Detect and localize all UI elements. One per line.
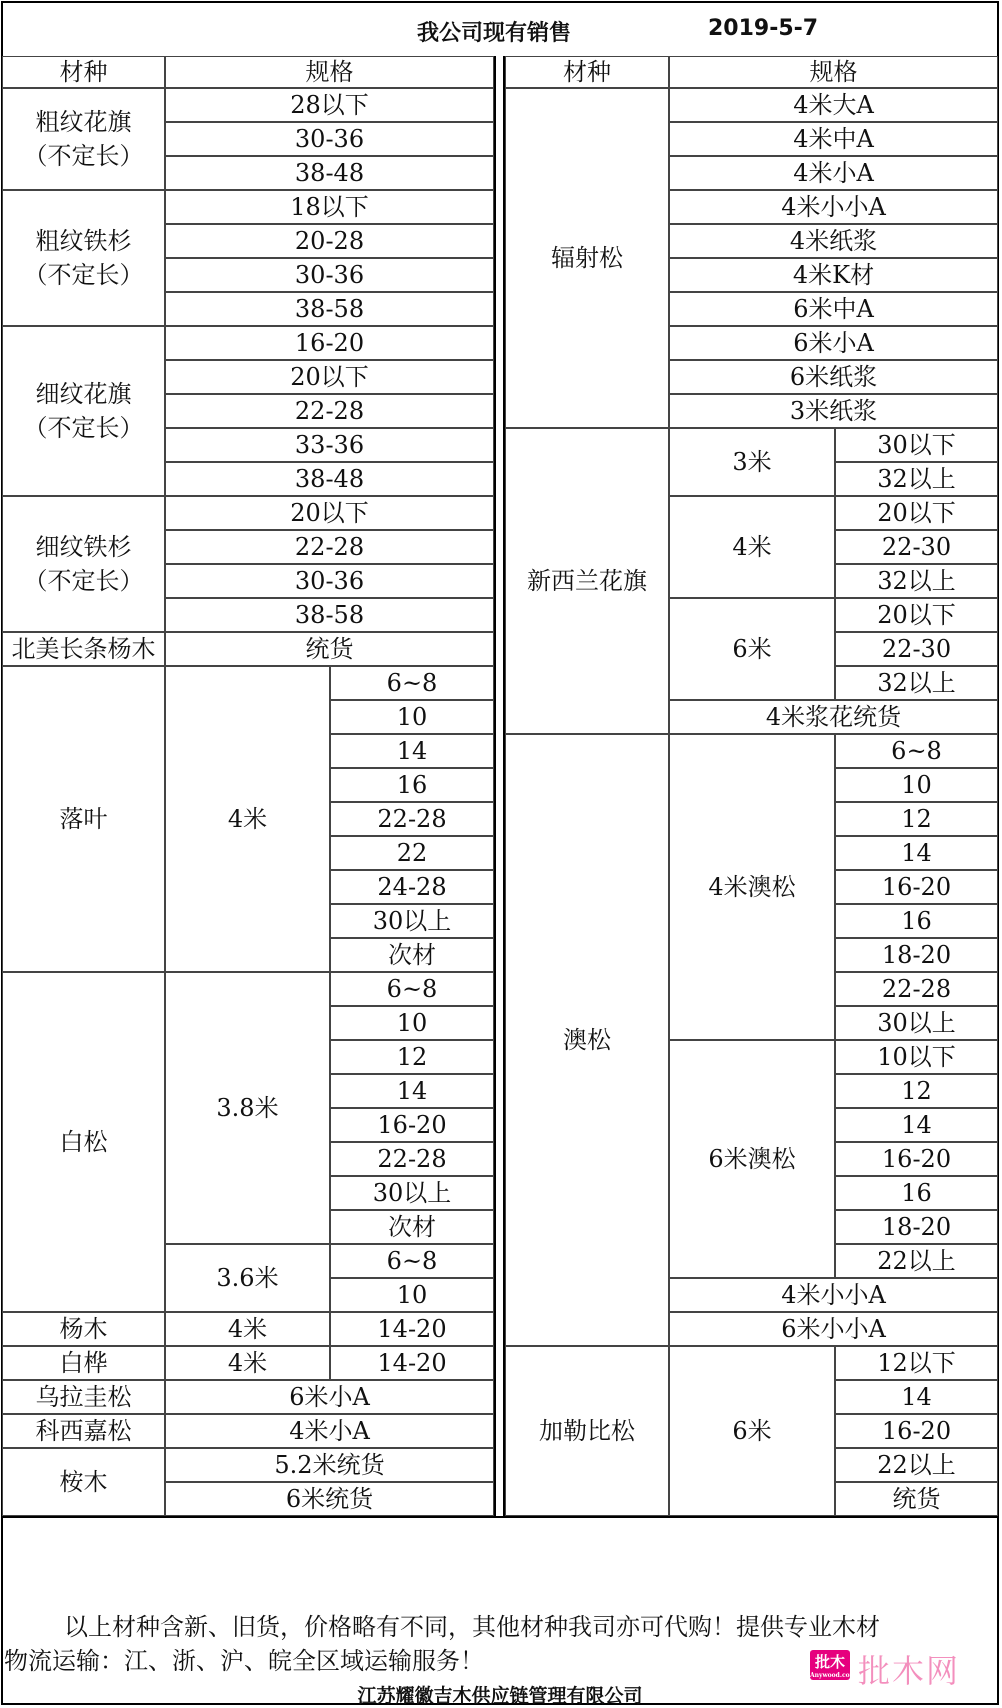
length-cell: 3.8米	[165, 972, 330, 1244]
spec-cell: 统货	[835, 1482, 998, 1516]
species-cell: 细纹花旗 （不定长）	[2, 326, 165, 496]
length-cell: 3米	[669, 428, 835, 496]
header-spec-left: 规格	[165, 56, 494, 88]
spec-cell: 3米纸浆	[669, 394, 998, 428]
species-cell: 澳松	[505, 734, 669, 1346]
spec-cell: 18-20	[835, 1210, 998, 1244]
spec-cell: 16-20	[835, 870, 998, 904]
spec-cell: 4米小小A	[669, 1278, 998, 1312]
length-cell: 4米澳松	[669, 734, 835, 1040]
spec-cell: 22-28	[165, 530, 494, 564]
sheet-title: 我公司现有销售	[417, 20, 572, 46]
length-cell: 4米	[165, 1312, 330, 1346]
header-spec-right: 规格	[669, 56, 998, 88]
header-species-right: 材种	[505, 56, 669, 88]
spec-cell: 20以下	[835, 496, 998, 530]
spec-cell: 12	[330, 1040, 494, 1074]
spec-cell: 22	[330, 836, 494, 870]
species-cell: 白桦	[2, 1346, 165, 1380]
species-cell: 粗纹花旗 （不定长）	[2, 88, 165, 190]
spec-cell: 30-36	[165, 122, 494, 156]
sheet-date: 2019-5-7	[708, 16, 819, 41]
spec-cell: 30以上	[330, 1176, 494, 1210]
species-cell: 加勒比松	[505, 1346, 669, 1516]
spec-cell: 38-48	[165, 156, 494, 190]
spec-cell: 4米小A	[165, 1414, 494, 1448]
species-cell: 乌拉圭松	[2, 1380, 165, 1414]
spec-cell: 10	[330, 1006, 494, 1040]
spec-cell: 38-58	[165, 598, 494, 632]
spec-cell: 16	[835, 904, 998, 938]
spec-cell: 28以下	[165, 88, 494, 122]
spec-cell: 24-28	[330, 870, 494, 904]
species-cell: 粗纹铁杉 （不定长）	[2, 190, 165, 326]
length-cell: 4米	[669, 496, 835, 598]
spec-cell: 6米小小A	[669, 1312, 998, 1346]
header-species-left: 材种	[2, 56, 165, 88]
spec-cell: 14	[330, 734, 494, 768]
spec-cell: 14-20	[330, 1312, 494, 1346]
company-name: 江苏耀徽吉木供应链管理有限公司	[357, 1685, 643, 1707]
spec-cell: 22-28	[165, 394, 494, 428]
spec-cell: 6米统货	[165, 1482, 494, 1516]
spec-cell: 18-20	[835, 938, 998, 972]
species-cell: 新西兰花旗	[505, 428, 669, 734]
spec-cell: 30-36	[165, 564, 494, 598]
spec-cell: 14	[835, 836, 998, 870]
spec-cell: 12以下	[835, 1346, 998, 1380]
spec-cell: 32以上	[835, 564, 998, 598]
species-cell: 杨木	[2, 1312, 165, 1346]
spec-cell: 10	[835, 768, 998, 802]
spec-cell: 33-36	[165, 428, 494, 462]
spec-cell: 6~8	[330, 666, 494, 700]
spec-cell: 6米中A	[669, 292, 998, 326]
spec-cell: 14	[835, 1108, 998, 1142]
length-cell: 6米	[669, 1346, 835, 1516]
spec-cell: 4米小A	[669, 156, 998, 190]
spec-cell: 14	[835, 1380, 998, 1414]
watermark-logo	[810, 1650, 996, 1690]
spec-cell: 16	[330, 768, 494, 802]
spec-cell: 30以上	[835, 1006, 998, 1040]
spec-cell: 20以下	[165, 360, 494, 394]
spec-cell: 6米小A	[669, 326, 998, 360]
column-separator	[494, 56, 505, 1516]
spec-cell: 22-28	[330, 802, 494, 836]
spec-cell: 12	[835, 802, 998, 836]
note-line-1: 以上材种含新、旧货，价格略有不同，其他材种我司亦可代购！提供专业木材	[64, 1613, 880, 1641]
length-cell: 3.6米	[165, 1244, 330, 1312]
length-cell: 4米	[165, 666, 330, 972]
spec-cell: 38-48	[165, 462, 494, 496]
species-cell: 落叶	[2, 666, 165, 972]
watermark-site: 批木网	[858, 1652, 961, 1690]
species-cell: 辐射松	[505, 88, 669, 428]
species-cell: 白松	[2, 972, 165, 1312]
spec-cell: 20以下	[835, 598, 998, 632]
spec-cell: 30以上	[330, 904, 494, 938]
length-cell: 6米澳松	[669, 1040, 835, 1278]
spec-cell: 10以下	[835, 1040, 998, 1074]
species-cell: 桉木	[2, 1448, 165, 1516]
spec-cell: 20以下	[165, 496, 494, 530]
spec-cell: 32以上	[835, 666, 998, 700]
spec-cell: 22-30	[835, 530, 998, 564]
spec-cell: 16	[835, 1176, 998, 1210]
spec-cell: 22-28	[835, 972, 998, 1006]
title-bar	[2, 2, 998, 58]
spec-cell: 30-36	[165, 258, 494, 292]
watermark-badge: 批木 Anywood.com	[810, 1650, 850, 1680]
spec-cell: 统货	[165, 632, 494, 666]
spec-cell: 6~8	[330, 1244, 494, 1278]
spec-cell: 16-20	[165, 326, 494, 360]
spec-cell: 22以上	[835, 1448, 998, 1482]
spec-cell: 次材	[330, 1210, 494, 1244]
spec-cell: 14-20	[330, 1346, 494, 1380]
spec-cell: 4米K材	[669, 258, 998, 292]
species-cell: 细纹铁杉 （不定长）	[2, 496, 165, 632]
spec-cell: 22-30	[835, 632, 998, 666]
spec-cell: 次材	[330, 938, 494, 972]
spec-cell: 6米纸浆	[669, 360, 998, 394]
spec-cell: 4米小小A	[669, 190, 998, 224]
spec-cell: 4米大A	[669, 88, 998, 122]
spec-cell: 20-28	[165, 224, 494, 258]
spec-cell: 38-58	[165, 292, 494, 326]
spec-cell: 10	[330, 700, 494, 734]
length-cell: 6米	[669, 598, 835, 700]
spec-cell: 4米中A	[669, 122, 998, 156]
spec-cell: 32以上	[835, 462, 998, 496]
spec-cell: 6~8	[330, 972, 494, 1006]
spec-cell: 12	[835, 1074, 998, 1108]
spec-cell: 5.2米统货	[165, 1448, 494, 1482]
spec-cell: 10	[330, 1278, 494, 1312]
species-cell: 科西嘉松	[2, 1414, 165, 1448]
spec-cell: 14	[330, 1074, 494, 1108]
spec-cell: 16-20	[330, 1108, 494, 1142]
note-line-2: 物流运输：江、浙、沪、皖全区域运输服务！	[4, 1647, 484, 1675]
length-cell: 4米	[165, 1346, 330, 1380]
table-bottom-rule	[2, 1516, 998, 1518]
spec-cell: 16-20	[835, 1142, 998, 1176]
spec-cell: 6米小A	[165, 1380, 494, 1414]
spec-cell: 4米浆花统货	[669, 700, 998, 734]
spec-cell: 18以下	[165, 190, 494, 224]
spec-cell: 22以上	[835, 1244, 998, 1278]
spec-cell: 22-28	[330, 1142, 494, 1176]
spec-cell: 6~8	[835, 734, 998, 768]
spec-cell: 30以下	[835, 428, 998, 462]
species-cell: 北美长条杨木	[2, 632, 165, 666]
spec-cell: 4米纸浆	[669, 224, 998, 258]
spec-cell: 16-20	[835, 1414, 998, 1448]
